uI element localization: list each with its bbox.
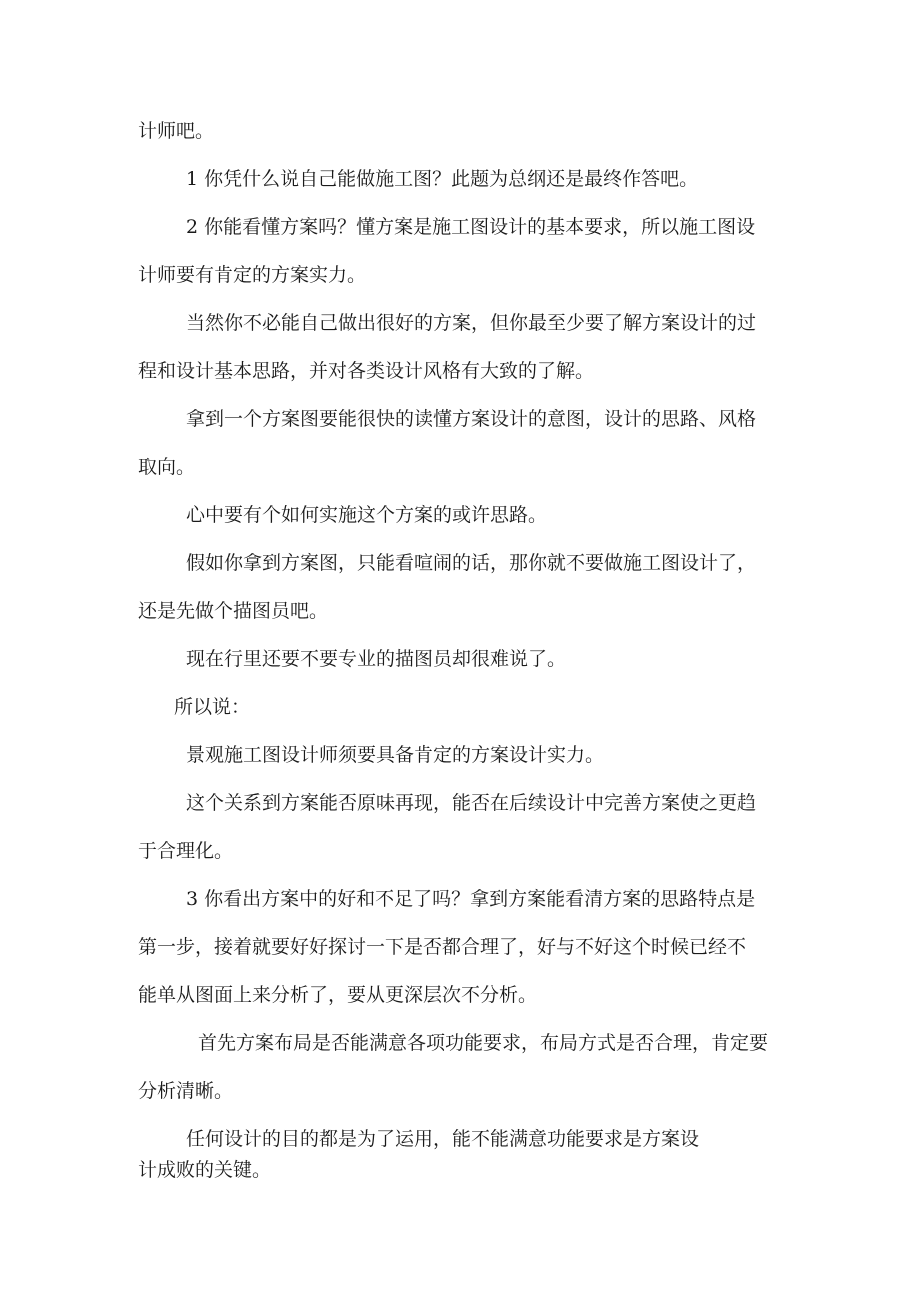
text-line: 这个关系到方案能否原味再现，能否在后续设计中完善方案使之更趋	[186, 792, 757, 814]
text-line: 任何设计的目的都是为了运用，能不能满意功能要求是方案设	[186, 1128, 700, 1150]
text-line: 3 你看出方案中的好和不足了吗？拿到方案能看清方案的思路特点是	[186, 888, 756, 910]
text-line: 分析清晰。	[138, 1080, 234, 1102]
text-line: 心中要有个如何实施这个方案的或许思路。	[186, 504, 548, 526]
text-line: 拿到一个方案图要能很快的读懂方案设计的意图，设计的思路、风格	[186, 408, 757, 430]
text-line: 景观施工图设计师须要具备肯定的方案设计实力。	[186, 744, 605, 766]
text-line: 当然你不必能自己做出很好的方案，但你最至少要了解方案设计的过	[186, 312, 757, 334]
text-line: 2 你能看懂方案吗？懂方案是施工图设计的基本要求，所以施工图设	[186, 216, 756, 238]
text-line: 所以说：	[174, 696, 251, 718]
text-line: 计成败的关键。	[138, 1159, 272, 1181]
text-line: 程和设计基本思路，并对各类设计风格有大致的了解。	[138, 360, 595, 382]
text-line: 还是先做个描图员吧。	[138, 600, 329, 622]
text-line: 首先方案布局是否能满意各项功能要求，布局方式是否合理，肯定要	[198, 1032, 769, 1054]
text-line: 于合理化。	[138, 840, 234, 862]
text-line: 1 你凭什么说自己能做施工图？此题为总纲还是最终作答吧。	[186, 168, 699, 190]
text-line: 现在行里还要不要专业的描图员却很难说了。	[186, 648, 567, 670]
text-line: 能单从图面上来分析了，要从更深层次不分析。	[138, 984, 538, 1006]
text-line: 计师吧。	[138, 120, 215, 142]
text-line: 假如你拿到方案图，只能看喧闹的话，那你就不要做施工图设计了，	[186, 552, 757, 574]
text-line: 第一步，接着就要好好探讨一下是否都合理了，好与不好这个时候已经不	[138, 936, 747, 958]
text-line: 计师要有肯定的方案实力。	[138, 264, 367, 286]
text-line: 取向。	[138, 456, 196, 478]
